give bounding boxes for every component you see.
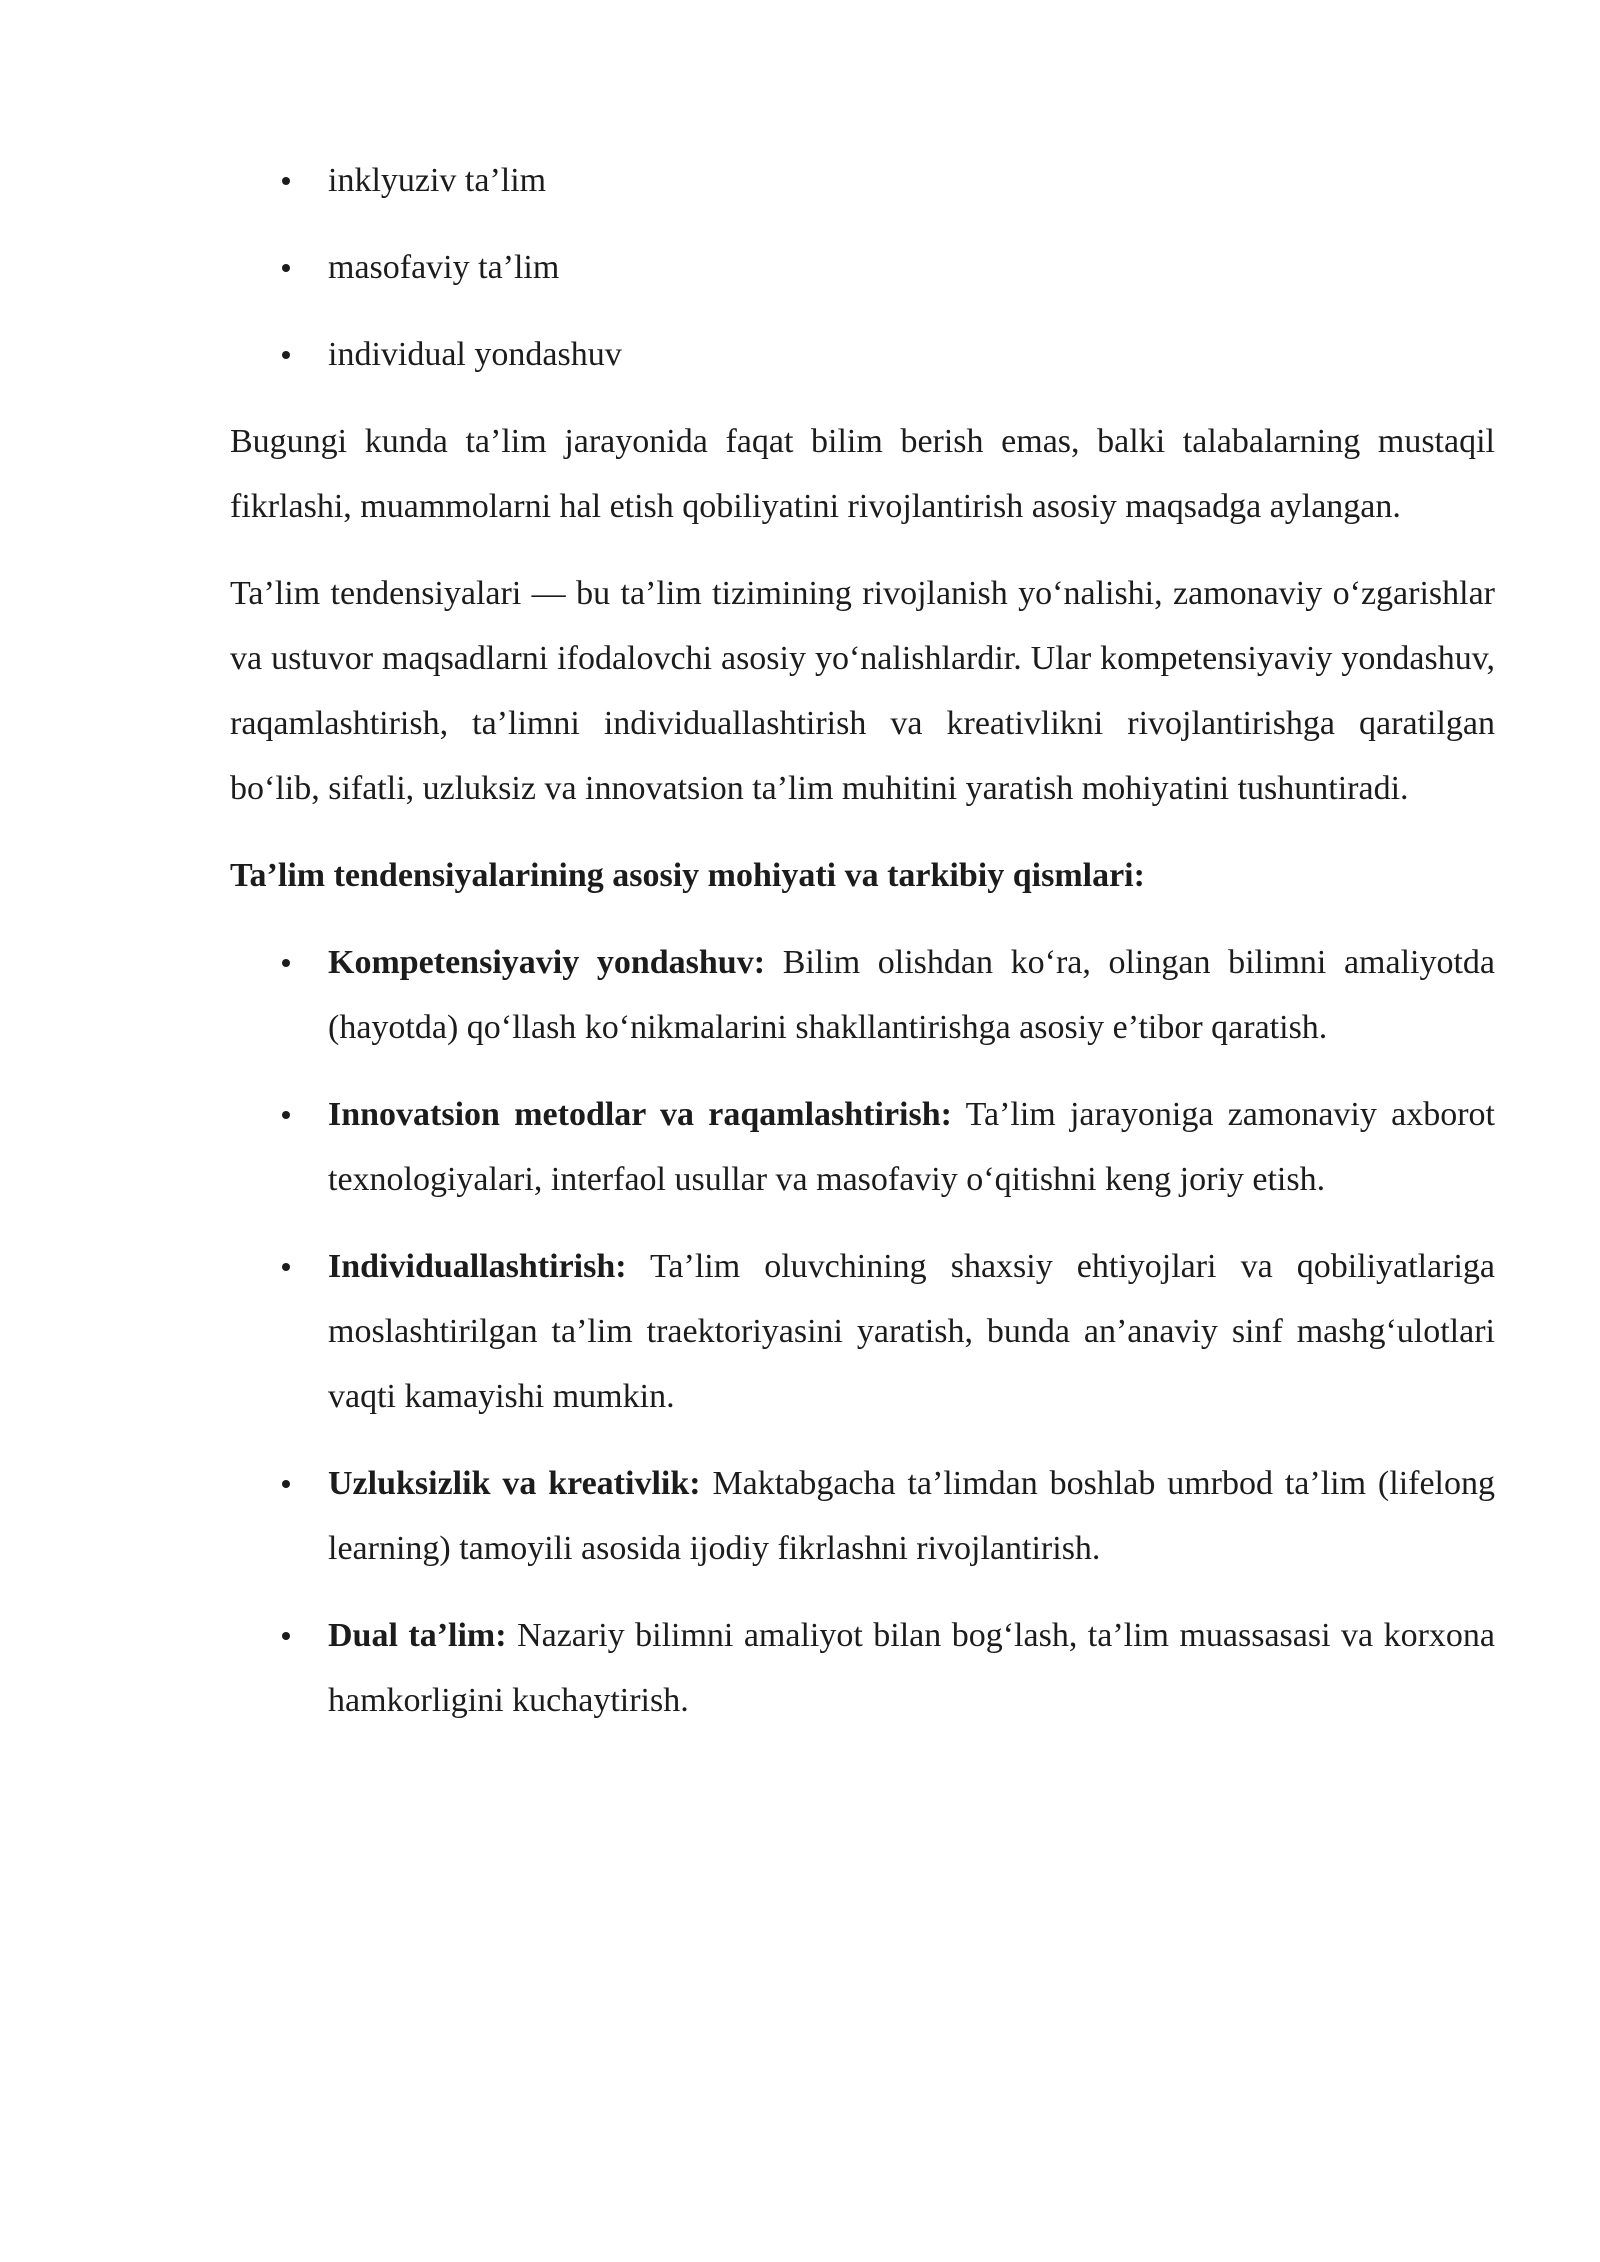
list-item: masofaviy ta’lim: [230, 235, 1495, 300]
intro-bullet-list: [230, 148, 1495, 387]
component-text: Ta’lim oluvchining shaxsiy ehtiyojlari va qobiliyatlariga moslashtirilgan ta’lim traektoriyasini yaratish, bunda an’anaviy sinf mashg‘ulotlari vaqti kamayishi mumkin.: [328, 1248, 1495, 1415]
component-term: Uzluksizlik va kreativlik:: [328, 1465, 701, 1502]
component-text: Nazariy bilimni amaliyot bilan bog‘lash, ta’lim muassasasi va korxona hamkorligini kuchaytirish.: [328, 1617, 1496, 1719]
section-heading: Ta’lim tendensiyalarining asosiy mohiyati va tarkibiy qismlari:: [230, 857, 1145, 894]
component-term: Kompetensiyaviy yondashuv:: [328, 944, 766, 981]
component-term: Individuallashtirish:: [328, 1248, 627, 1285]
list-item: inklyuziv ta’lim: [230, 148, 1495, 213]
list-item: [230, 1234, 1495, 1429]
paragraph-definition: Ta’lim tendensiyalari — bu ta’lim tizimining rivojlanish yo‘nalishi, zamonaviy o‘zgarishlar va ustuvor maqsadlarni ifodalovchi asosiy yo‘nalishlardir. Ular kompetensiyaviy yondashuv, raqamlashtirish, ta’limni individuallashtirish va kreativlikni rivojlantirishga qaratilgan bo‘lib, sifatli, uzluksiz va innovatsion ta’lim muhitini yaratish mohiyatini tushuntiradi.: [230, 575, 1495, 807]
list-item: [230, 930, 1495, 1060]
list-item: [230, 1603, 1495, 1733]
list-item: [230, 1451, 1495, 1581]
paragraph-goal: Bugungi kunda ta’lim jarayonida faqat bilim berish emas, balki talabalarning mustaqil fikrlashi, muammolarni hal etish qobiliyatini rivojlantirish asosiy maqsadga aylangan.: [230, 423, 1495, 525]
list-item: individual yondashuv: [230, 322, 1495, 387]
list-item: [230, 1082, 1495, 1212]
component-text: Ta’lim jarayoniga zamonaviy axborot texnologiyalari, interfaol usullar va masofaviy o‘qitishni keng joriy etish.: [328, 1096, 1495, 1198]
components-bullet-list: [230, 930, 1495, 1733]
document-page: [230, 148, 1495, 1733]
component-term: Dual ta’lim:: [328, 1617, 507, 1654]
component-text: Maktabgacha ta’limdan boshlab umrbod ta’lim (lifelong learning) tamoyili asosida ijodiy fikrlashni rivojlantirish.: [328, 1465, 1495, 1567]
component-term: Innovatsion metodlar va raqamlashtirish:: [328, 1096, 952, 1133]
component-text: Bilim olishdan ko‘ra, olingan bilimni amaliyotda (hayotda) qo‘llash ko‘nikmalarini shakllantirishga asosiy e’tibor qaratish.: [328, 944, 1496, 1046]
